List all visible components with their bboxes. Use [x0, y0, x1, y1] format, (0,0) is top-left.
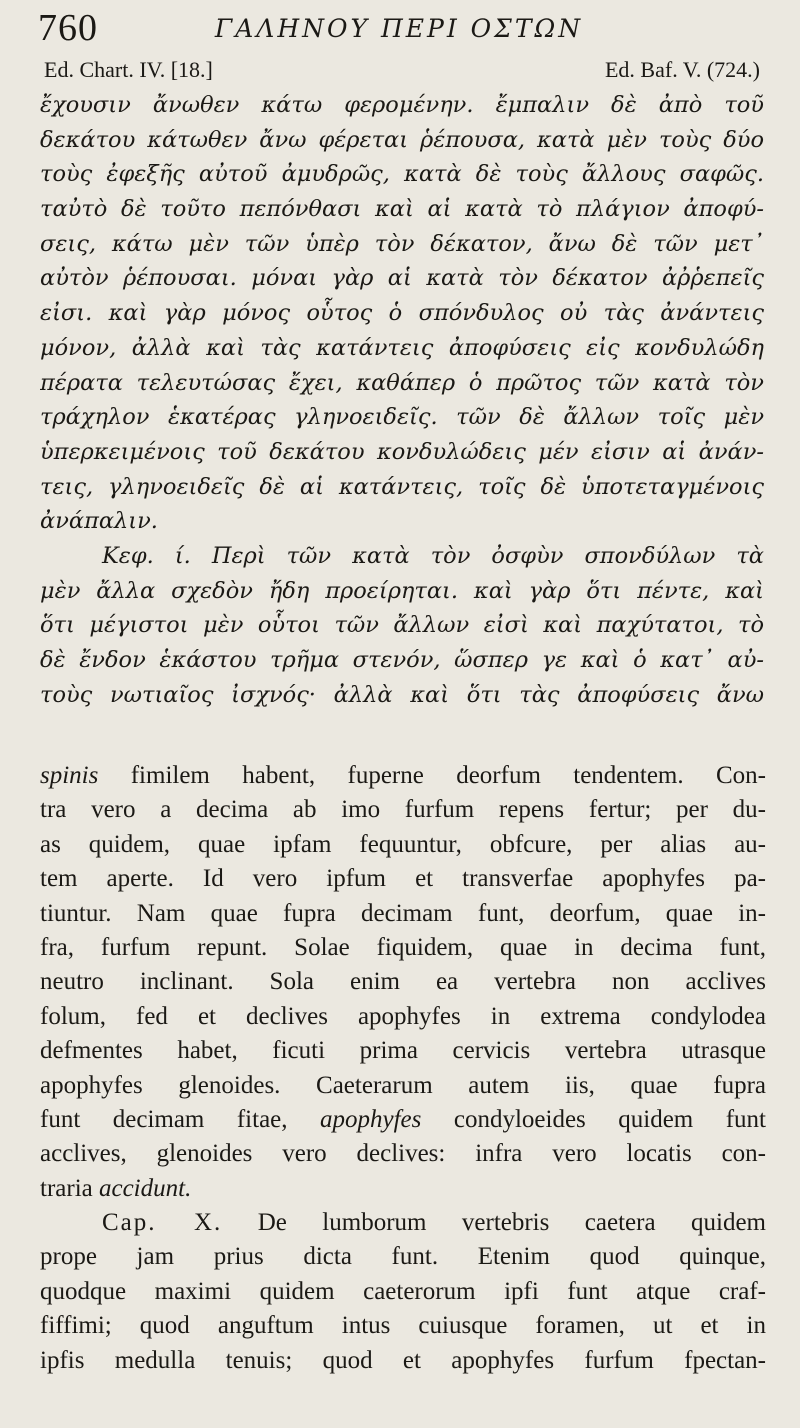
- greek-line: τοὺς νωτιαῖος ἰσχνός· ἀλλὰ καὶ ὅτι τὰς ἀποφύσεις ἄνω: [40, 681, 764, 708]
- greek-line: μὲν ἄλλα σχεδὸν ἤδη προείρηται. καὶ γὰρ ὅτι πέντε, καὶ: [40, 577, 764, 604]
- latin-line: as quidem, quae ipfam fequuntur, obfcure, per alias au-: [40, 830, 766, 858]
- latin-text-run: traria: [40, 1174, 99, 1202]
- greek-line: τοὺς ἐφεξῆς αὐτοῦ ἀμυδρῶς, κατὰ δὲ τοὺς ἄλλους σαφῶς.: [40, 161, 764, 188]
- greek-line: δεκάτου κάτωθεν ἄνω φέρεται ῥέπουσα, κατὰ μὲν τοὺς δύο: [40, 126, 764, 153]
- greek-line: ἀνάπαλιν.: [40, 508, 158, 535]
- greek-line: δὲ ἔνδον ἑκάστου τρῆμα στενόν, ὥσπερ γε καὶ ὁ κατ᾽ αὐ-: [40, 647, 764, 673]
- edition-reference-basel: Ed. Baf. V. (724.): [604, 57, 760, 82]
- greek-line: εἰσι. καὶ γὰρ μόνος οὗτος ὁ σπόνδυλος οὐ τὰς ἀνάντεις: [40, 300, 764, 327]
- latin-text-run: De lumborum vertebris caetera quidem: [222, 1209, 766, 1237]
- latin-chapter-heading-line: [40, 1206, 766, 1240]
- latin-line: [40, 1172, 766, 1206]
- latin-line: defmentes habet, ficuti prima cervicis vertebra utrasque: [40, 1037, 766, 1065]
- running-title: ΓΑΛΗΝΟΥ ΠΕΡΙ ΟΣΤΩΝ: [214, 14, 584, 43]
- greek-line: τεις, γληνοειδεῖς δὲ αἱ κατάντεις, τοῖς δὲ ὑποτεταγμένοις: [40, 473, 764, 500]
- latin-text-block: [40, 759, 766, 1378]
- latin-text-run: fimilem habent, fuperne deorfum tendentem. Con-: [98, 762, 766, 789]
- latin-line: neutro inclinant. Sola enim ea vertebra non acclives: [40, 968, 766, 996]
- latin-italic-word: accidunt.: [98, 1174, 192, 1202]
- latin-line: [40, 759, 766, 793]
- latin-line: prope jam prius dicta funt. Etenim quod quinque,: [40, 1243, 766, 1271]
- chapter-label: Cap. X.: [102, 1209, 223, 1237]
- greek-line: αὐτὸν ῥέπουσαι. μόναι γὰρ αἱ κατὰ τὸν δέκατον ἀῤῥεπεῖς: [40, 265, 764, 292]
- latin-text-run: condyloeides quidem funt: [421, 1105, 766, 1133]
- page-header: [38, 2, 760, 52]
- latin-line: tra vero a decima ab imo furfum repens fertur; per du-: [40, 796, 766, 824]
- greek-chapter-heading-line: Κεφ. ί. Περὶ τῶν κατὰ τὸν ὀσφὺν σπονδύλων τὰ: [102, 542, 764, 569]
- latin-line: fiffimi; quod anguftum intus cuiusque foramen, ut et in: [40, 1312, 766, 1340]
- page-number: 760: [38, 7, 98, 49]
- latin-line: quodque maximi quidem caeterorum ipfi funt atque craf-: [40, 1277, 766, 1305]
- latin-line: ipfis medulla tenuis; quod et apophyfes furfum fpectan-: [40, 1346, 766, 1374]
- greek-line: τράχηλον ἑκατέρας γληνοειδεῖς. τῶν δὲ ἄλλων τοῖς μὲν: [40, 404, 764, 431]
- greek-line: σεις, κάτω μὲν τῶν ὑπὲρ τὸν δέκατον, ἄνω δὲ τῶν μετ᾽: [40, 230, 764, 257]
- latin-italic-word: apophyfes: [320, 1105, 422, 1133]
- greek-line: ὑπερκειμένοις τοῦ δεκάτου κονδυλώδεις μέν εἰσιν αἱ ἀνάν-: [40, 438, 764, 465]
- greek-line: ἔχουσιν ἄνωθεν κάτω φερομένην. ἔμπαλιν δὲ ἀπὸ τοῦ: [40, 92, 764, 118]
- latin-italic-word: spinis: [40, 762, 99, 789]
- latin-line: tiuntur. Nam quae fupra decimam funt, deorfum, quae in-: [40, 899, 766, 927]
- latin-line: tem aperte. Id vero ipfum et transverfae apophyfes pa-: [40, 865, 766, 893]
- greek-line: μόνον, ἀλλὰ καὶ τὰς κατάντεις ἀποφύσεις εἰς κονδυλώδη: [40, 334, 764, 361]
- latin-text-run: funt decimam fitae,: [40, 1105, 321, 1133]
- latin-line: folum, fed et declives apophyfes in extrema condylodea: [40, 1002, 766, 1030]
- latin-line: apophyfes glenoides. Caeterarum autem iis, quae fupra: [40, 1071, 766, 1099]
- greek-line: ταὐτὸ δὲ τοῦτο πεπόνθασι καὶ αἱ κατὰ τὸ πλάγιον ἀποφύ-: [40, 196, 764, 223]
- edition-reference-chartier: Ed. Chart. IV. [18.]: [44, 57, 213, 82]
- greek-text-block: [40, 88, 764, 712]
- greek-line: πέρατα τελευτώσας ἔχει, καθάπερ ὁ πρῶτος τῶν κατὰ τὸν: [40, 369, 764, 396]
- latin-line: [40, 1103, 766, 1137]
- latin-line: fra, furfum repunt. Solae fiquidem, quae in decima funt,: [40, 933, 766, 961]
- edition-reference-line: [44, 57, 760, 89]
- greek-line: ὅτι μέγιστοι μὲν οὗτοι τῶν ἄλλων εἰσὶ καὶ παχύτατοι, τὸ: [40, 612, 764, 639]
- latin-line: acclives, glenoides vero declives: infra vero locatis con-: [40, 1140, 766, 1168]
